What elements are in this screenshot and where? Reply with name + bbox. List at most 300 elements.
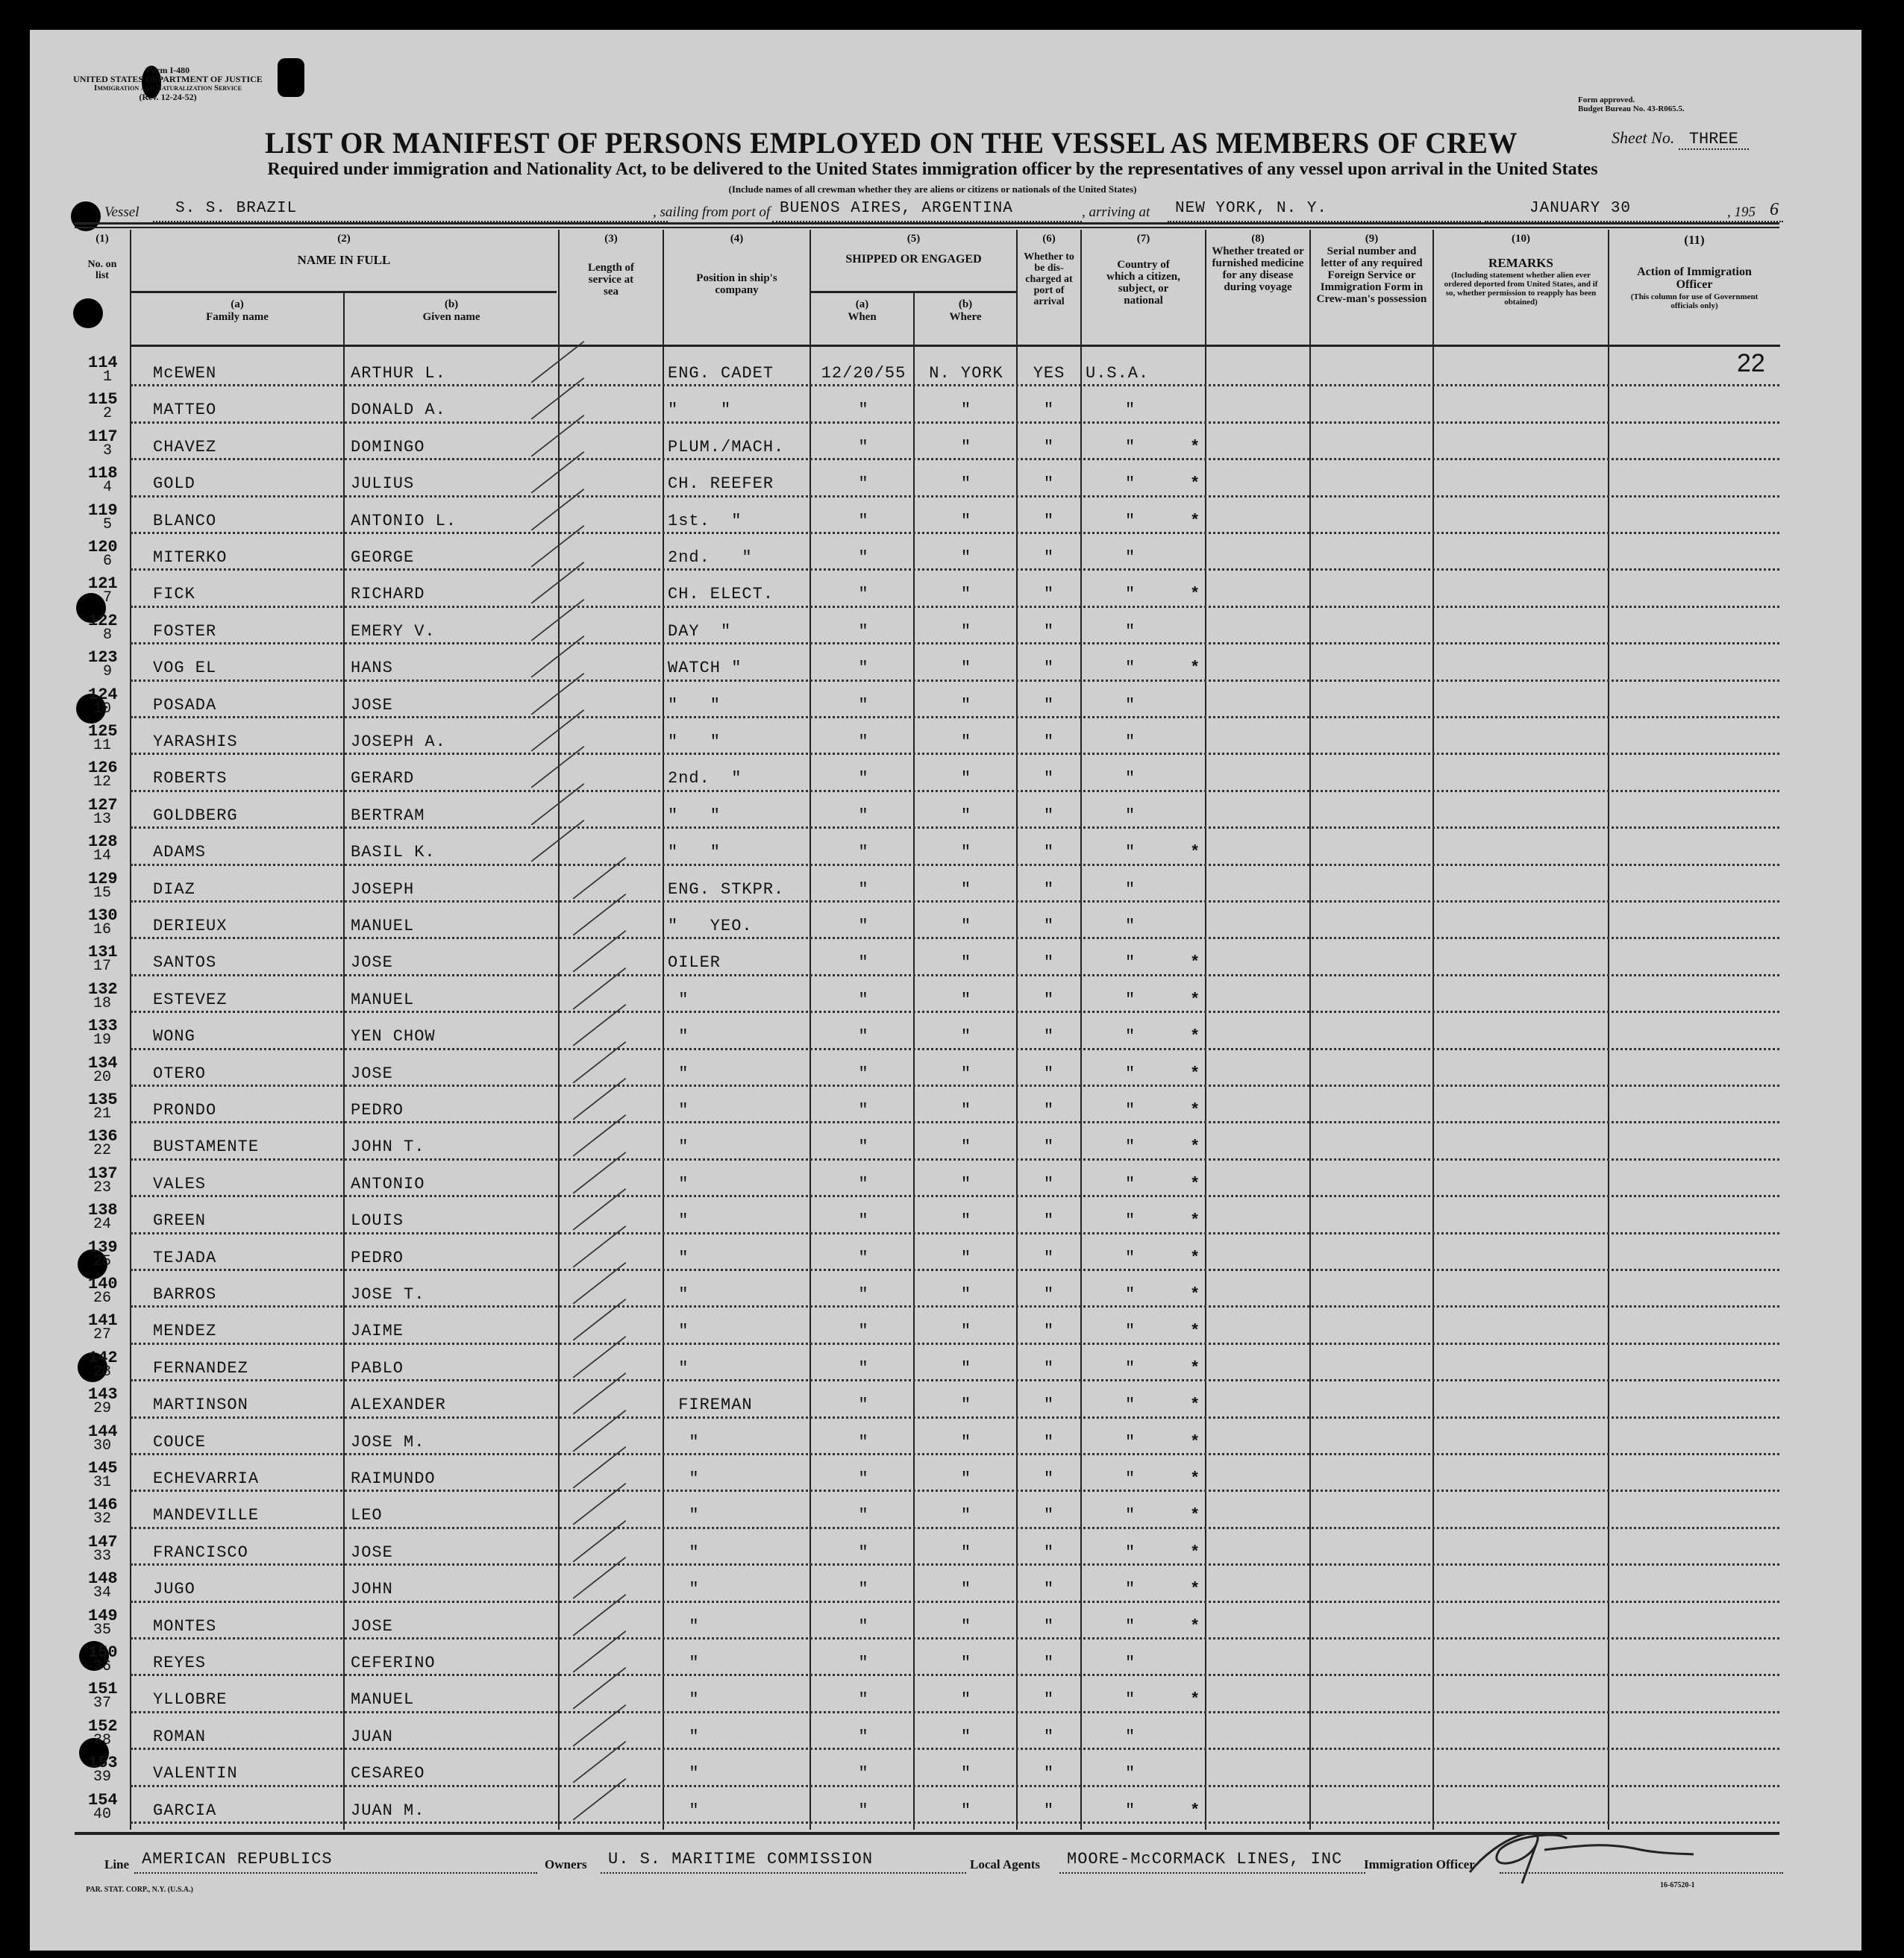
overall-number: 120 — [88, 538, 118, 556]
overall-number: 140 — [88, 1275, 118, 1293]
position-cell: FIREMAN — [668, 1396, 753, 1415]
family-name-cell: REYES — [153, 1654, 207, 1672]
header-rule — [75, 222, 1779, 228]
discharged-cell: " — [1043, 1211, 1055, 1231]
country-cell: " — [1125, 769, 1136, 788]
sheet-label: Sheet No. — [1612, 128, 1675, 147]
position-cell: " " — [668, 806, 721, 825]
shipped-where-cell: " — [960, 437, 972, 456]
alien-mark-cell: * — [1190, 1101, 1201, 1120]
shipped-when-cell: " — [858, 1358, 869, 1378]
list-number: 8 — [103, 626, 113, 644]
overall-number: 136 — [88, 1127, 118, 1146]
col-2-label: NAME IN FULL — [297, 253, 391, 267]
family-name-cell: GARCIA — [153, 1801, 217, 1820]
position-cell: WATCH " — [668, 659, 742, 678]
punch-hole — [73, 298, 103, 328]
position-cell: " — [668, 1322, 689, 1341]
country-cell: " — [1125, 1322, 1136, 1341]
family-name-cell: VOG EL — [153, 659, 217, 678]
row-rule — [131, 1011, 1779, 1013]
discharged-cell: " — [1043, 1690, 1055, 1710]
country-cell: " — [1125, 548, 1136, 567]
alien-mark-cell: * — [1190, 1174, 1201, 1193]
shipped-when-cell: " — [858, 1801, 869, 1820]
family-name-cell: ROBERTS — [153, 769, 228, 788]
discharged-cell: " — [1043, 474, 1055, 494]
list-number: 16 — [93, 921, 112, 938]
discharged-cell: " — [1043, 1138, 1055, 1157]
position-cell: " — [668, 1580, 700, 1599]
overall-number: 122 — [88, 611, 118, 630]
overall-number: 118 — [88, 464, 118, 483]
row-rule — [131, 1711, 1779, 1713]
page-title: LIST OR MANIFEST OF PERSONS EMPLOYED ON THE VESSEL AS MEMBERS OF CREW — [265, 126, 1518, 160]
overall-number: 154 — [88, 1790, 118, 1810]
shipped-when-cell: " — [858, 769, 869, 788]
sheet-number — [1612, 128, 1749, 148]
col-divider — [343, 291, 345, 1830]
given-name-cell: JAIME — [351, 1322, 404, 1341]
discharged-cell: " — [1043, 1101, 1055, 1120]
overall-number: 139 — [88, 1237, 118, 1257]
col-divider — [1309, 230, 1311, 1830]
shipped-where-cell: " — [960, 1580, 972, 1599]
col-9-number: (9) — [1365, 233, 1379, 245]
country-cell: " — [1125, 843, 1136, 862]
discharged-cell: " — [1043, 621, 1055, 641]
col-1-label: No. on list — [87, 259, 117, 281]
voyage-line — [82, 200, 1783, 222]
family-name-cell: FRANCISCO — [153, 1543, 248, 1562]
family-name-cell: GOLDBERG — [153, 806, 238, 825]
discharged-cell: " — [1043, 917, 1055, 935]
shipped-where-cell: " — [960, 1469, 972, 1488]
shipped-where-cell: " — [960, 1506, 972, 1525]
position-cell: " — [668, 1543, 700, 1562]
row-rule — [131, 1527, 1779, 1529]
arriving-label: , arriving at — [1082, 204, 1150, 220]
alien-mark-cell: * — [1190, 1543, 1201, 1562]
list-number: 5 — [103, 515, 113, 533]
col-4-header — [664, 233, 809, 296]
officer-tally: 22 — [1737, 349, 1765, 377]
shipped-where-cell: " — [960, 1027, 972, 1047]
position-cell: " — [668, 1764, 700, 1783]
position-cell: " — [668, 1285, 689, 1304]
position-cell: OILER — [668, 953, 721, 973]
list-number: 6 — [103, 553, 113, 570]
family-name-cell: FOSTER — [153, 621, 217, 641]
overall-number: 128 — [88, 832, 118, 852]
overall-number: 153 — [88, 1754, 118, 1773]
row-rule — [131, 1748, 1779, 1750]
given-name-cell: HANS — [351, 659, 393, 678]
alien-mark-cell: * — [1190, 1580, 1201, 1599]
shipped-where-cell: " — [960, 659, 972, 678]
shipped-subheader-rule — [811, 291, 1016, 293]
shipped-where-cell: " — [960, 1138, 972, 1157]
alien-mark-cell: * — [1190, 1432, 1201, 1452]
alien-mark-cell: * — [1190, 585, 1201, 604]
col-11-header — [1609, 233, 1779, 312]
shipped-where-cell: " — [960, 1727, 972, 1746]
shipped-when-cell: " — [858, 621, 869, 641]
arriving-field: NEW YORK, N. Y. — [1168, 200, 1481, 222]
alien-mark-cell: * — [1190, 1690, 1201, 1710]
country-cell: " — [1125, 1285, 1136, 1304]
given-name-cell: DONALD A. — [351, 401, 446, 420]
country-cell: " — [1125, 1211, 1136, 1231]
owners-field: U. S. MARITIME COMMISSION — [601, 1850, 966, 1874]
shipped-when-cell: " — [858, 659, 869, 678]
printer-imprint: PAR. STAT. CORP., N.Y. (U.S.A.) — [86, 1886, 193, 1894]
given-name-cell: PEDRO — [351, 1248, 404, 1267]
shipped-when-cell: " — [858, 1248, 869, 1267]
shipped-where-cell: " — [960, 1432, 972, 1452]
list-number: 11 — [93, 737, 112, 754]
discharged-cell: " — [1043, 843, 1055, 862]
alien-mark-cell: * — [1190, 843, 1201, 862]
list-number: 38 — [93, 1731, 112, 1749]
col-1-number: (1) — [95, 233, 109, 245]
family-name-cell: JUGO — [153, 1580, 195, 1599]
country-cell: " — [1125, 1248, 1136, 1267]
alien-mark-cell: * — [1190, 1211, 1201, 1231]
list-number: 27 — [93, 1326, 112, 1344]
family-name-cell: ESTEVEZ — [153, 990, 228, 1009]
overall-number: 131 — [88, 943, 118, 962]
col-5-number: (5) — [906, 233, 921, 245]
vessel-label: Vessel — [104, 204, 140, 220]
country-cell: " — [1125, 990, 1136, 1009]
col-5b-letter: (b) — [958, 298, 973, 310]
discharged-cell: " — [1043, 1432, 1055, 1452]
alien-mark-cell: * — [1190, 437, 1201, 456]
col-10-number: (10) — [1512, 233, 1530, 245]
date-field: JANUARY 30 — [1485, 200, 1783, 222]
row-rule — [131, 937, 1779, 939]
shipped-where-cell: " — [960, 769, 972, 788]
col-8-header — [1206, 233, 1309, 293]
row-rule — [131, 606, 1779, 608]
discharged-cell: " — [1043, 1248, 1055, 1267]
family-name-cell: WONG — [153, 1027, 195, 1047]
list-number: 40 — [93, 1805, 112, 1823]
list-number: 26 — [93, 1290, 112, 1307]
row-rule — [131, 1085, 1779, 1087]
family-name-cell: GOLD — [153, 474, 195, 494]
family-name-cell: VALENTIN — [153, 1764, 238, 1783]
family-name-cell: POSADA — [153, 695, 217, 715]
country-cell: " — [1125, 1543, 1136, 1562]
position-cell: " — [668, 1469, 700, 1488]
shipped-when-cell: " — [858, 474, 869, 494]
alien-mark-cell: * — [1190, 511, 1201, 530]
country-cell: U.S.A. — [1086, 364, 1150, 383]
given-name-cell: MANUEL — [351, 917, 415, 935]
row-rule — [131, 1563, 1779, 1566]
given-name-cell: PEDRO — [351, 1101, 404, 1120]
family-name-cell: YARASHIS — [153, 732, 238, 751]
shipped-when-cell: " — [858, 1101, 869, 1120]
list-number: 12 — [93, 774, 112, 791]
col-10-label: REMARKS — [1488, 256, 1553, 270]
discharged-cell: " — [1043, 548, 1055, 567]
given-name-cell: JOSE — [351, 953, 393, 973]
shipped-where-cell: " — [960, 917, 972, 935]
discharged-cell: " — [1043, 437, 1055, 456]
col-2b-label: Given name — [422, 311, 480, 323]
list-number: 14 — [93, 847, 112, 865]
alien-mark-cell: * — [1190, 1138, 1201, 1157]
col-2a-letter: (a) — [231, 298, 244, 310]
given-name-cell: GEORGE — [351, 548, 415, 567]
shipped-when-cell: " — [858, 1764, 869, 1783]
overall-number: 142 — [88, 1348, 118, 1367]
position-cell: " — [668, 1358, 689, 1378]
position-cell: " — [668, 1211, 689, 1231]
position-cell: " — [668, 1174, 689, 1193]
given-name-cell: PABLO — [351, 1358, 404, 1378]
alien-mark-cell: * — [1190, 1506, 1201, 1525]
family-name-cell: MITERKO — [153, 548, 228, 567]
alien-mark-cell: * — [1190, 1396, 1201, 1415]
family-name-cell: CHAVEZ — [153, 437, 217, 456]
given-name-cell: ANTONIO — [351, 1174, 425, 1193]
shipped-when-cell: " — [858, 953, 869, 973]
row-rule — [131, 421, 1779, 424]
shipped-when-cell: " — [858, 1432, 869, 1452]
discharged-cell: " — [1043, 1469, 1055, 1488]
row-rule — [131, 1601, 1779, 1603]
shipped-where-cell: " — [960, 732, 972, 751]
row-rule — [131, 680, 1779, 682]
row-rule — [131, 753, 1779, 755]
line-field: AMERICAN REPUBLICS — [134, 1850, 537, 1874]
family-name-cell: DERIEUX — [153, 917, 228, 935]
row-rule — [131, 1121, 1779, 1123]
alien-mark-cell: * — [1190, 659, 1201, 678]
row-rule — [131, 900, 1779, 903]
overall-number: 114 — [88, 354, 118, 372]
shipped-where-cell: " — [960, 585, 972, 604]
col-5-label: SHIPPED OR ENGAGED — [845, 253, 982, 266]
overall-number: 123 — [88, 648, 118, 668]
shipped-where-cell: " — [960, 990, 972, 1009]
col-divider — [1080, 230, 1082, 1830]
col-3-label: Length of service at sea — [587, 262, 635, 298]
position-cell: " — [668, 1506, 700, 1525]
col-5b-label: Where — [949, 311, 982, 323]
row-rule — [131, 1158, 1779, 1161]
family-name-cell: FERNANDEZ — [153, 1358, 248, 1378]
row-rule — [131, 1785, 1779, 1787]
country-cell: " — [1125, 1654, 1136, 1672]
header-bottom-rule — [131, 345, 1780, 347]
list-number: 4 — [103, 479, 113, 497]
alien-mark-cell: * — [1190, 953, 1201, 973]
overall-number: 152 — [88, 1716, 118, 1736]
position-cell: " — [668, 1027, 689, 1047]
position-cell: " — [668, 1654, 700, 1672]
shipped-when-cell: " — [858, 732, 869, 751]
col-2-number: (2) — [337, 233, 351, 245]
family-name-cell: TEJADA — [153, 1248, 217, 1267]
shipped-where-cell: " — [960, 1358, 972, 1378]
country-cell: " — [1125, 1690, 1136, 1710]
country-cell: " — [1125, 1358, 1136, 1378]
shipped-when-cell: " — [858, 843, 869, 862]
port-label: , sailing from port of — [653, 204, 771, 220]
family-name-cell: McEWEN — [153, 364, 217, 383]
shipped-when-cell: " — [858, 585, 869, 604]
shipped-where-cell: " — [960, 1101, 972, 1120]
overall-number: 127 — [88, 795, 118, 815]
col-2b-letter: (b) — [444, 298, 459, 310]
shipped-where-cell: " — [960, 1248, 972, 1267]
given-name-cell: JOSE T. — [351, 1285, 425, 1304]
discharged-cell: " — [1043, 1654, 1055, 1672]
list-number: 28 — [93, 1363, 112, 1381]
shipped-when-cell: " — [858, 1285, 869, 1304]
list-number: 32 — [93, 1510, 112, 1528]
country-cell: " — [1125, 1064, 1136, 1083]
country-cell: " — [1125, 401, 1136, 420]
shipped-when-cell: " — [858, 1580, 869, 1599]
list-number: 25 — [93, 1252, 112, 1270]
overall-number: 126 — [88, 759, 118, 778]
discharged-cell: " — [1043, 401, 1055, 420]
row-rule — [131, 568, 1779, 571]
country-cell: " — [1125, 1469, 1136, 1488]
overall-number: 132 — [88, 979, 118, 999]
col-divider — [1608, 230, 1609, 1830]
col-1-header — [75, 233, 130, 281]
position-cell: " " — [668, 732, 721, 751]
overall-number: 147 — [88, 1532, 118, 1551]
family-name-cell: BUSTAMENTE — [153, 1138, 260, 1157]
col-5a-letter: (a) — [855, 298, 869, 310]
given-name-cell: RAIMUNDO — [351, 1469, 436, 1488]
list-number: 2 — [103, 405, 113, 423]
shipped-when-cell: " — [858, 1654, 869, 1672]
page-subtitle: Required under immigration and Nationality Act, to be delivered to the United States immigration officer by the representatives of any vessel upon arrival in the United States — [267, 160, 1598, 179]
overall-number: 146 — [88, 1496, 118, 1515]
discharged-cell: " — [1043, 769, 1055, 788]
overall-number: 115 — [88, 390, 118, 410]
shipped-when-cell: " — [858, 1174, 869, 1193]
discharged-cell: " — [1043, 990, 1055, 1009]
alien-mark-cell: * — [1190, 1616, 1201, 1636]
given-name-cell: JOHN T. — [351, 1138, 425, 1157]
position-cell: " — [668, 1101, 689, 1120]
shipped-where-cell: " — [960, 1690, 972, 1710]
row-rule — [131, 1453, 1779, 1455]
col-divider — [130, 230, 131, 1830]
position-cell: " — [668, 1064, 689, 1083]
given-name-cell: ALEXANDER — [351, 1396, 446, 1415]
row-rule — [131, 1674, 1779, 1676]
discharged-cell: " — [1043, 953, 1055, 973]
family-name-cell: FICK — [153, 585, 195, 604]
discharged-cell: " — [1043, 1616, 1055, 1636]
position-cell: " " — [668, 843, 721, 862]
given-name-cell: JOSE — [351, 1616, 393, 1636]
col-2-header — [131, 233, 557, 268]
discharged-cell: " — [1043, 1727, 1055, 1746]
shipped-where-cell: " — [960, 511, 972, 530]
col-5a-header — [811, 298, 913, 324]
col-7-number: (7) — [1136, 233, 1150, 245]
discharged-cell: " — [1043, 1580, 1055, 1599]
discharged-cell: " — [1043, 806, 1055, 825]
col-divider — [1432, 230, 1434, 1830]
position-cell: 2nd. " — [668, 548, 753, 567]
position-cell: ENG. STKPR. — [668, 879, 785, 899]
list-number: 15 — [93, 884, 112, 902]
shipped-where-cell: " — [960, 879, 972, 899]
given-name-cell: EMERY V. — [351, 621, 436, 641]
shipped-when-cell: " — [858, 1211, 869, 1231]
shipped-when-cell: " — [858, 1690, 869, 1710]
col-10-header — [1434, 233, 1608, 307]
country-cell: " — [1125, 879, 1136, 899]
position-cell: " — [668, 1616, 700, 1636]
include-note: (Include names of all crewman whether they are aliens or citizens or nationals of the United States) — [728, 183, 1137, 195]
list-number: 20 — [93, 1068, 112, 1086]
discharged-cell: " — [1043, 1543, 1055, 1562]
position-cell: 1st. " — [668, 511, 742, 530]
alien-mark-cell: * — [1190, 1322, 1201, 1341]
position-cell: " — [668, 1727, 700, 1746]
officer-label: Immigration Officer — [1364, 1857, 1475, 1871]
row-rule — [131, 1232, 1779, 1234]
country-cell: " — [1125, 585, 1136, 604]
given-name-cell: BERTRAM — [351, 806, 425, 825]
col-8-number: (8) — [1251, 233, 1265, 245]
shipped-where-cell: " — [960, 474, 972, 494]
overall-number: 129 — [88, 869, 118, 888]
family-name-cell: ADAMS — [153, 843, 207, 862]
approval-note — [1578, 95, 1685, 113]
given-name-cell: DOMINGO — [351, 437, 425, 456]
shipped-where-cell: " — [960, 843, 972, 862]
discharged-cell: " — [1043, 1285, 1055, 1304]
given-name-cell: CESAREO — [351, 1764, 425, 1783]
sheet-value: THREE — [1679, 130, 1749, 150]
given-name-cell: JOSE — [351, 1543, 393, 1562]
shipped-when-cell: " — [858, 879, 869, 899]
position-cell: " — [668, 1432, 700, 1452]
country-cell: " — [1125, 953, 1136, 973]
shipped-where-cell: " — [960, 1064, 972, 1083]
list-number: 18 — [93, 994, 112, 1012]
shipped-where-cell: " — [960, 1801, 972, 1820]
position-cell: " YEO. — [668, 917, 753, 935]
col-9-label: Serial number and letter of any required Foreign Service or Immigration Form in Crew-man's possession — [1316, 245, 1427, 305]
alien-mark-cell: * — [1190, 1469, 1201, 1488]
shipped-when-cell: " — [858, 437, 869, 456]
position-cell: " — [668, 1801, 700, 1820]
position-cell: " — [668, 1138, 689, 1157]
country-cell: " — [1125, 806, 1136, 825]
row-rule — [131, 642, 1779, 644]
line-label: Line — [104, 1857, 130, 1871]
family-name-cell: COUCE — [153, 1432, 207, 1452]
shipped-where-cell: " — [960, 401, 972, 420]
list-number: 33 — [93, 1547, 112, 1565]
